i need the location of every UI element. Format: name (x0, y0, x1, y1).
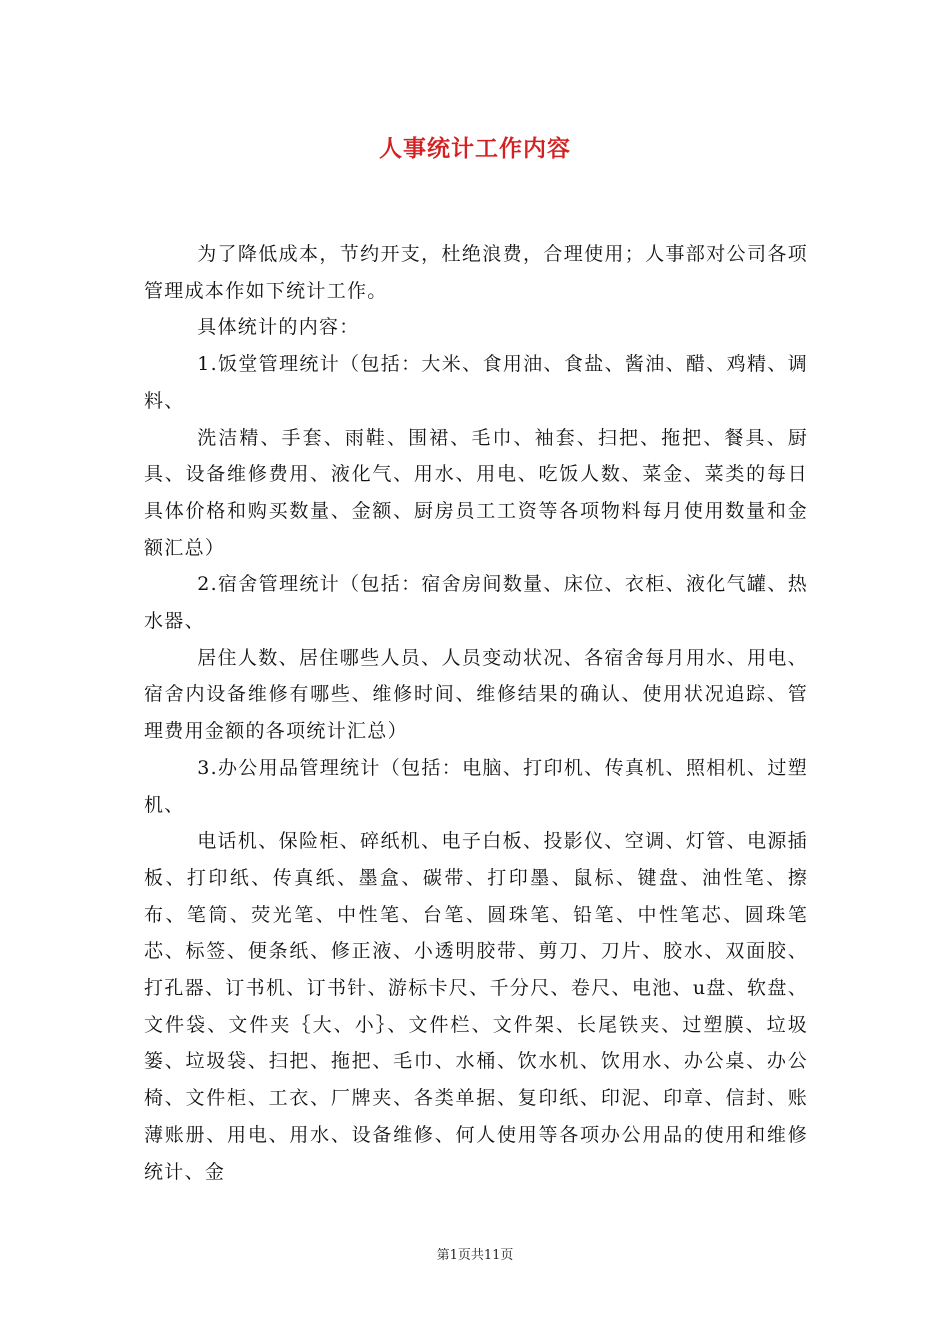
paragraph-canteen-heading: 1.饭堂管理统计（包括：大米、食用油、食盐、酱油、醋、鸡精、调料、 (144, 353, 808, 412)
paragraph-canteen-items: 洗洁精、手套、雨鞋、围裙、毛巾、袖套、扫把、拖把、餐具、厨具、设备维修费用、液化气、用水、用电、吃饭人数、菜金、菜类的每日具体价格和购买数量、金额、厨房员工工资等各项物料每月使用数量和金额汇总） (144, 426, 808, 559)
page-number: 第1页共11页 (436, 1248, 514, 1263)
paragraph-office-heading: 3.办公用品管理统计（包括：电脑、打印机、传真机、照相机、过塑机、 (144, 756, 808, 816)
document-body (144, 236, 808, 1190)
paragraph-office-items: 电话机、保险柜、碎纸机、电子白板、投影仪、空调、灯管、电源插板、打印纸、传真纸、墨盒、碳带、打印墨、鼠标、键盘、油性笔、擦布、笔筒、荧光笔、中性笔、台笔、圆珠笔、铅笔、中性笔芯、圆珠笔芯、标签、便条纸、修正液、小透明胶带、剪刀、刀片、胶水、双面胶、打孔器、订书机、订书针、游标卡尺、千分尺、卷尺、电池、u盘、软盘、文件袋、文件夹｛大、小｝、文件栏、文件架、长尾铁夹、过塑膜、垃圾篓、垃圾袋、扫把、拖把、毛巾、水桶、饮水机、饮用水、办公桌、办公椅、文件柜、工衣、厂牌夹、各类单据、复印纸、印泥、印章、信封、账薄账册、用电、用水、设备维修、何人使用等各项办公用品的使用和维修统计、金 (144, 830, 808, 1183)
paragraph-dorm-items: 居住人数、居住哪些人员、人员变动状况、各宿舍每月用水、用电、宿舍内设备维修有哪些、维修时间、维修结果的确认、使用状况追踪、管理费用金额的各项统计汇总） (144, 646, 808, 743)
paragraph-intro: 为了降低成本，节约开支，杜绝浪费，合理使用；人事部对公司各项管理成本作如下统计工作。 (144, 243, 808, 302)
document-title: 人事统计工作内容 (379, 135, 571, 162)
paragraph-dorm-heading: 2.宿舍管理统计（包括：宿舍房间数量、床位、衣柜、液化气罐、热水器、 (144, 573, 808, 633)
paragraph-content-heading: 具体统计的内容： (197, 316, 360, 339)
